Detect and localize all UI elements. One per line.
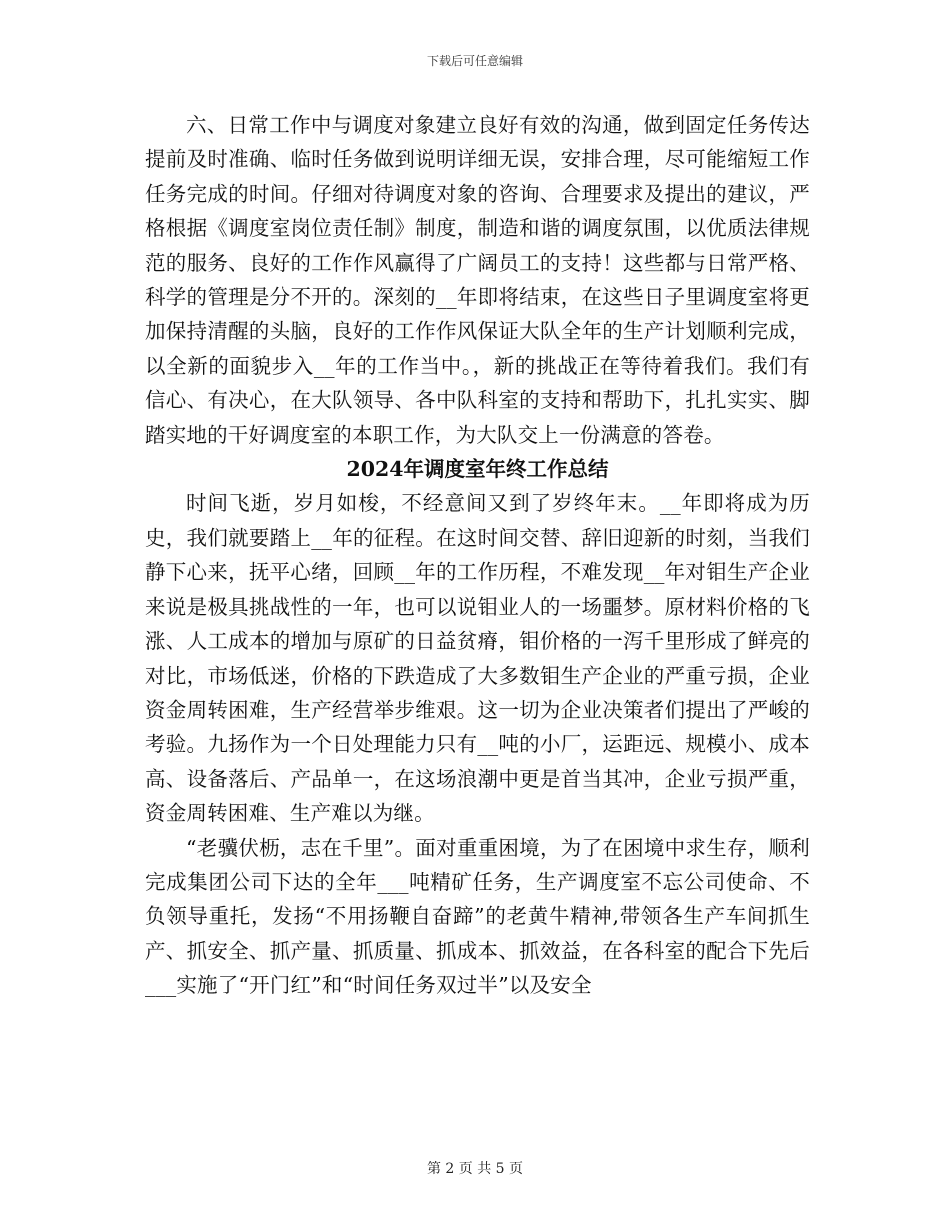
- paragraph-duty-six: 六、日常工作中与调度对象建立良好有效的沟通，做到固定任务传达提前及时准确、临时任务做到说明详细无误，安排合理，尽可能缩短工作任务完成的时间。仔细对待调度对象的咨询、合理要求及提出的建议，严格根据《调度室岗位责任制》制度，制造和谐的调度氛围，以优质法律规范的服务、良好的工作作风赢得了广阔员工的支持！这些都与日常严格、科学的管理是分不开的。深刻的__年即将结束，在这些日子里调度室将更加保持清醒的头脑，良好的工作作风保证大队全年的生产计划顺利完成，以全新的面貌步入__年的工作当中。，新的挑战正在等待着我们。我们有信心、有决心，在大队领导、各中队科室的支持和帮助下，扎扎实实、脚踏实地的干好调度室的本职工作，为大队交上一份满意的答卷。: [145, 113, 810, 447]
- section-title: 2024年调度室年终工作总结: [346, 457, 609, 482]
- page-number: 第 2 页 共 5 页: [426, 1161, 524, 1177]
- document-body: [145, 108, 810, 1003]
- paragraph-intro: 时间飞逝，岁月如梭，不经意间又到了岁终年末。__年即将成为历史，我们就要踏上__年的征程。在这时间交替、辞旧迎新的时刻，当我们静下心来，抚平心绪，回顾__年的工作历程，不难发现__年对钼生产企业来说是极具挑战性的一年，也可以说钼业人的一场噩梦。原材料价格的飞涨、人工成本的增加与原矿的日益贫瘠，钼价格的一泻千里形成了鲜亮的对比，市场低迷，价格的下跌造成了大多数钼生产企业的严重亏损，企业资金周转困难，生产经营举步维艰。这一切为企业决策者们提出了严峻的考验。九扬作为一个日处理能力只有__吨的小厂，运距远、规模小、成本高、设备落后、产品单一，在这场浪潮中更是首当其冲，企业亏损严重，资金周转困难、生产难以为继。: [145, 491, 810, 826]
- paragraph-response: “老骥伏枥，志在千里”。面对重重困境，为了在困境中求生存，顺利完成集团公司下达的全年___吨精矿任务，生产调度室不忘公司使命、不负领导重托，发扬“不用扬鞭自奋蹄”的老黄牛精神,带领各生产车间抓生产、抓安全、抓产量、抓质量、抓成本、抓效益，在各科室的配合下先后___实施了“开门红”和“时间任务双过半”以及安全: [145, 835, 810, 998]
- page-header-note: 下载后可任意编辑: [426, 54, 523, 68]
